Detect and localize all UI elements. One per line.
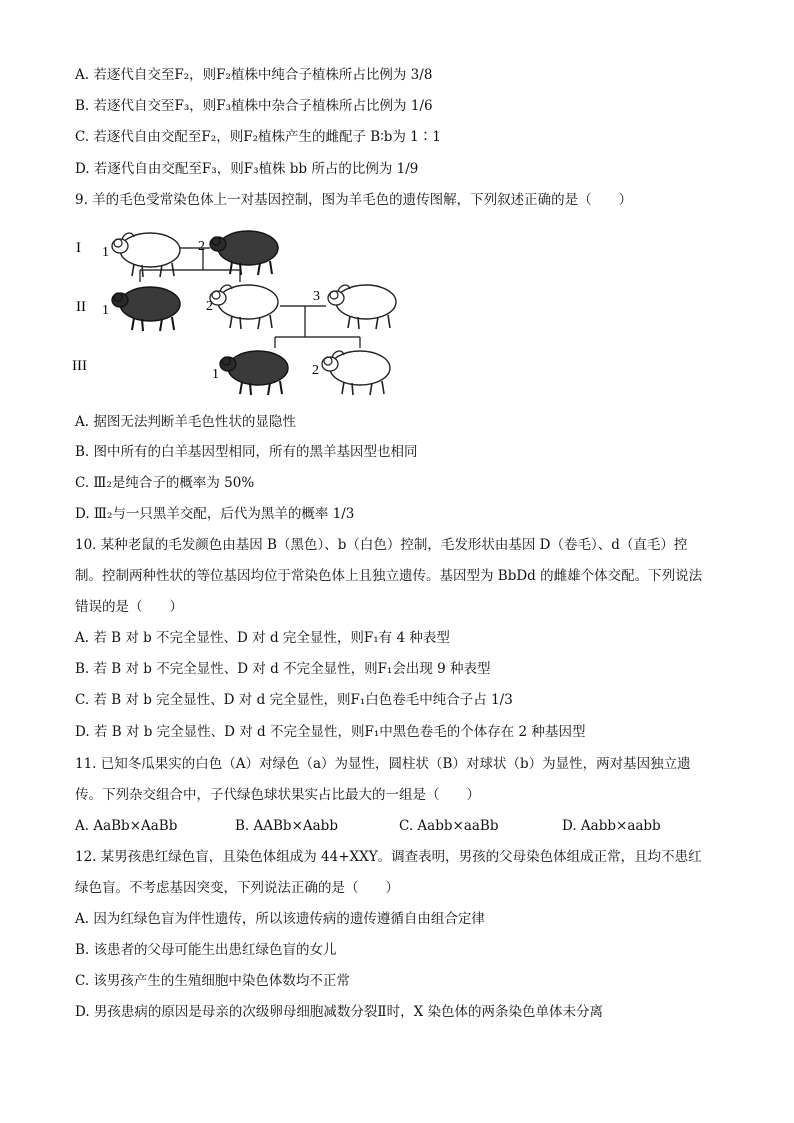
q12-option-d: D. 男孩患病的原因是母亲的次级卵母细胞减数分裂Ⅱ时，X 染色体的两条染色单体未分离 — [75, 1004, 604, 1020]
generation-label-1: I — [76, 240, 81, 256]
label-III2: 2 — [312, 363, 319, 378]
label-III1: 1 — [212, 367, 219, 382]
q12-option-a: A. 因为红绿色盲为伴性遗传，所以该遗传病的遗传遵循自由组合定律 — [75, 911, 485, 927]
q12-option-c: C. 该男孩产生的生殖细胞中染色体数均不正常 — [75, 973, 350, 989]
q9-option-a: A. 据图无法判断羊毛色性状的显隐性 — [75, 414, 296, 430]
sheep-II1-black — [112, 287, 180, 331]
q12-stem-line-2: 绿色盲。不考虑基因突变，下列说法正确的是（ ） — [75, 880, 399, 896]
q11-option-b: B. AABb×Aabb — [235, 818, 338, 834]
q10-stem-line-3: 错误的是（ ） — [75, 599, 183, 615]
q8-option-b: B. 若逐代自交至F₃，则F₃植株中杂合子植株所占比例为 1/6 — [75, 98, 433, 114]
sheep-II3-white — [328, 285, 396, 329]
sheep-III2-white — [322, 351, 390, 395]
q11-option-d: D. Aabb×aabb — [562, 818, 661, 834]
q12-option-b: B. 该患者的父母可能生出患红绿色盲的女儿 — [75, 942, 337, 958]
q8-option-a: A. 若逐代自交至F₂，则F₂植株中纯合子植株所占比例为 3/8 — [75, 67, 433, 83]
q11-option-a: A. AaBb×AaBb — [75, 818, 178, 834]
label-II3: 3 — [313, 289, 320, 304]
q10-option-d: D. 若 B 对 b 完全显性、D 对 d 不完全显性，则F₁中黑色卷毛的个体存在 2 种基因型 — [75, 724, 586, 740]
q11-option-c: C. Aabb×aaBb — [399, 818, 499, 834]
q10-option-c: C. 若 B 对 b 完全显性、D 对 d 完全显性，则F₁白色卷毛中纯合子占 1/3 — [75, 692, 513, 708]
q10-stem-line-2: 制。控制两种性状的等位基因均位于常染色体上且独立遗传。基因型为 BbDd 的雌雄个体交配。下列说法 — [75, 568, 703, 584]
q9-option-b: B. 图中所有的白羊基因型相同，所有的黑羊基因型也相同 — [75, 444, 418, 460]
q8-option-c: C. 若逐代自由交配至F₂，则F₂植株产生的雌配子 B∶b为 1∶1 — [75, 129, 441, 145]
q8-option-d: D. 若逐代自由交配至F₃，则F₃植株 bb 所占的比例为 1/9 — [75, 161, 419, 177]
label-II1: 1 — [102, 303, 109, 318]
sheep-I2-black — [210, 231, 278, 275]
generation-label-3: III — [72, 358, 87, 374]
q11-options-row — [75, 817, 735, 835]
label-II2: 2 — [206, 299, 213, 314]
q9-option-d: D. Ⅲ₂与一只黑羊交配，后代为黑羊的概率 1/3 — [75, 506, 355, 522]
q10-stem-line-1: 10. 某种老鼠的毛发颜色由基因 B（黑色）、b（白色）控制，毛发形状由基因 D（卷毛）、d（直毛）控 — [75, 537, 688, 553]
q11-stem-line-2: 传。下列杂交组合中，子代绿色球状果实占比最大的一组是（ ） — [75, 787, 480, 803]
q12-stem-line-1: 12. 某男孩患红绿色盲，且染色体组成为 44+XXY。调查表明，男孩的父母染色体组成正常，且均不患红 — [75, 849, 702, 865]
sheep-pedigree-figure — [70, 222, 410, 402]
label-I2: 2 — [198, 239, 205, 254]
generation-label-2: II — [76, 299, 86, 315]
q10-option-a: A. 若 B 对 b 不完全显性、D 对 d 完全显性，则F₁有 4 种表型 — [75, 630, 450, 646]
q11-stem-line-1: 11. 已知冬瓜果实的白色（A）对绿色（a）为显性，圆柱状（B）对球状（b）为显性，两对基因独立遗 — [75, 756, 691, 772]
q9-stem: 9. 羊的毛色受常染色体上一对基因控制，图为羊毛色的遗传图解，下列叙述正确的是（ ） — [75, 192, 633, 208]
q9-option-c: C. Ⅲ₂是纯合子的概率为 50% — [75, 475, 255, 491]
sheep-III1-black — [220, 351, 288, 395]
label-I1: 1 — [102, 245, 109, 260]
q10-option-b: B. 若 B 对 b 不完全显性、D 对 d 不完全显性，则F₁会出现 9 种表型 — [75, 661, 491, 677]
sheep-II2-white — [210, 285, 278, 329]
